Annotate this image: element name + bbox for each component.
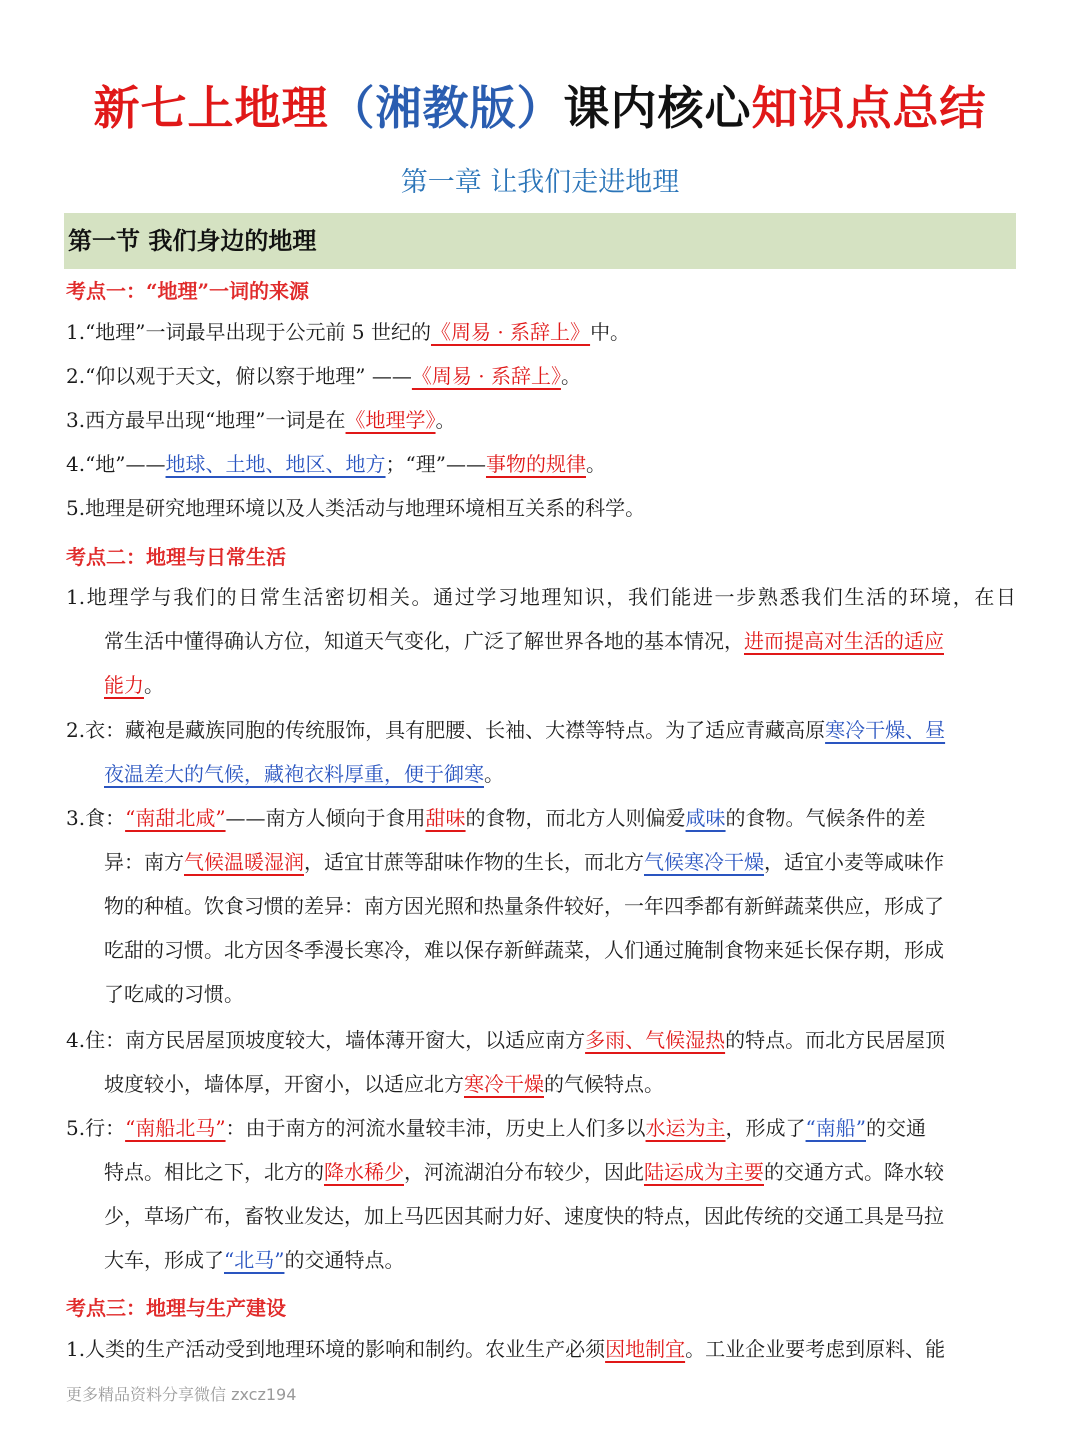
title-part-3: 课内核心 <box>563 81 752 135</box>
kp1-item-3-text-c: 。 <box>435 408 456 432</box>
kp2-item-3-l3: 物的种植。饮食习惯的差异：南方因光照和热量条件较好，一年四季都有新鲜蔬菜供应，形成了 <box>104 894 944 918</box>
kp2-item-5-l2e: 的交通方式。降水较 <box>764 1160 944 1184</box>
kp3-item-1 <box>66 1327 1016 1371</box>
kp2-item-1-answer-b: 能力 <box>104 673 144 697</box>
key-point-3-heading: 考点三：地理与生产建设 <box>66 1296 286 1320</box>
kp2-item-5-l4a: 大车，形成了 <box>104 1248 224 1272</box>
kp1-item-3 <box>66 398 1016 442</box>
kp2-item-1-line-2-text: 常生活中懂得确认方位，知道天气变化，广泛了解世界各地的基本情况， <box>104 629 744 653</box>
kp2-item-4-answer-2: 寒冷干燥 <box>464 1072 544 1096</box>
kp2-item-5-answer-4: 降水稀少 <box>324 1160 404 1184</box>
kp1-item-4-answer-1: 地球、土地、地区、地方 <box>165 452 386 476</box>
kp2-item-3-l5: 了吃咸的习惯。 <box>104 982 244 1006</box>
kp2-item-3-answer-3: 咸味 <box>685 806 726 830</box>
kp2-item-3-answer-4: 气候温暖湿润 <box>184 850 304 874</box>
kp2-item-3-l1a: 3.食： <box>66 806 126 830</box>
kp1-item-4 <box>66 442 1016 486</box>
kp2-item-2-line-2-end: 。 <box>484 762 504 786</box>
kp1-item-1-text-a: 1.“地理”一词最早出现于公元前 5 世纪的 <box>66 320 431 344</box>
kp2-item-2-answer-a: 寒冷干燥、昼 <box>825 718 946 742</box>
kp2-item-3 <box>66 796 1016 1016</box>
kp2-item-3-l2e: ，适宜小麦等咸味作 <box>764 850 944 874</box>
kp2-item-3-l1c: ——南方人倾向于食用 <box>225 806 426 830</box>
kp2-item-5-l2a: 特点。相比之下，北方的 <box>104 1160 324 1184</box>
kp2-item-1-line-3-end: 。 <box>144 673 164 697</box>
kp2-item-2-answer-b: 夜温差大的气候，藏袍衣料厚重，便于御寒 <box>104 762 484 786</box>
kp1-item-1-answer: 《周易 · 系辞上》 <box>430 320 591 344</box>
kp2-item-5 <box>66 1106 1016 1282</box>
kp2-item-3-answer-1: “南甜北咸” <box>125 806 226 830</box>
kp2-item-4 <box>66 1018 1016 1106</box>
kp2-item-4-answer-1: 多雨、气候湿热 <box>585 1028 726 1052</box>
kp3-item-1-text-a: 1.人类的生产活动受到地理环境的影响和制约。农业生产必须 <box>66 1337 606 1361</box>
kp1-item-1-text-c: 中。 <box>590 320 631 344</box>
page-title <box>0 72 1080 138</box>
kp2-item-5-l1c: ：由于南方的河流水量较丰沛，历史上人们多以 <box>225 1116 646 1140</box>
kp2-item-5-answer-2: 水运为主 <box>645 1116 726 1140</box>
kp3-item-1-text-c: 。工业企业要考虑到原料、能 <box>685 1337 946 1361</box>
kp2-item-3-l1g: 的食物。气候条件的差 <box>725 806 926 830</box>
kp2-item-4-l2c: 的气候特点。 <box>544 1072 664 1096</box>
kp1-item-4-text-a: 4.“地”—— <box>66 452 166 476</box>
kp2-item-5-answer-3: “南船” <box>805 1116 866 1140</box>
kp1-item-3-text-a: 3.西方最早出现“地理”一词是在 <box>66 408 346 432</box>
kp1-item-2-text-c: 。 <box>560 364 581 388</box>
kp1-item-4-text-e: 。 <box>585 452 606 476</box>
kp2-item-3-l4: 吃甜的习惯。北方因冬季漫长寒冷，难以保存新鲜蔬菜，人们通过腌制食物来延长保存期，形成 <box>104 938 944 962</box>
kp2-item-1 <box>66 575 1016 707</box>
kp2-item-1-line-1: 1.地理学与我们的日常生活密切相关。通过学习地理知识，我们能进一步熟悉我们生活的环境，在日 <box>66 585 1016 609</box>
kp2-item-1-answer-a: 进而提高对生活的适应 <box>744 629 944 653</box>
kp2-item-5-l3: 少，草场广布，畜牧业发达，加上马匹因其耐力好、速度快的特点，因此传统的交通工具是马拉 <box>104 1204 944 1228</box>
footer-watermark: 更多精品资料分享微信 zxcz194 <box>66 1385 297 1404</box>
kp2-item-3-answer-5: 气候寒冷干燥 <box>644 850 764 874</box>
section-heading: 第一节 我们身边的地理 <box>64 213 1016 269</box>
kp1-item-3-answer: 《地理学》 <box>345 408 436 432</box>
title-part-4: 知识点总结 <box>751 81 987 135</box>
kp2-item-3-l2c: ，适宜甘蔗等甜味作物的生长，而北方 <box>304 850 644 874</box>
kp2-item-5-l1g: 的交通 <box>866 1116 926 1140</box>
kp2-item-4-l1a: 4.住：南方民居屋顶坡度较大，墙体薄开窗大，以适应南方 <box>66 1028 586 1052</box>
kp2-item-5-answer-1: “南船北马” <box>125 1116 226 1140</box>
key-point-2-heading: 考点二：地理与日常生活 <box>66 545 286 569</box>
kp1-item-2 <box>66 354 1016 398</box>
title-part-1: 新七上地理 <box>93 81 329 135</box>
kp3-item-1-answer: 因地制宜 <box>605 1337 686 1361</box>
kp2-item-3-answer-2: 甜味 <box>425 806 466 830</box>
kp2-item-4-l2a: 坡度较小，墙体厚，开窗小，以适应北方 <box>104 1072 464 1096</box>
kp1-item-5 <box>66 486 1016 530</box>
kp1-item-2-answer: 《周易 · 系辞上》 <box>411 364 561 388</box>
title-part-2: （湘教版） <box>328 81 564 135</box>
kp2-item-4-l1c: 的特点。而北方民居屋顶 <box>725 1028 946 1052</box>
chapter-heading: 第一章 让我们走进地理 <box>400 167 680 198</box>
kp1-item-4-text-c: ；“理”—— <box>385 452 486 476</box>
kp2-item-5-l1a: 5.行： <box>66 1116 126 1140</box>
kp2-item-2 <box>66 708 1016 796</box>
kp2-item-3-l2a: 异：南方 <box>104 850 184 874</box>
kp1-item-5-text: 5.地理是研究地理环境以及人类活动与地理环境相互关系的科学。 <box>66 496 646 520</box>
kp2-item-3-l1e: 的食物，而北方人则偏爱 <box>465 806 686 830</box>
kp2-item-5-answer-6: “北马” <box>224 1248 285 1272</box>
kp1-item-2-text-a: 2.“仰以观于天文，俯以察于地理” —— <box>66 364 412 388</box>
kp1-item-1 <box>66 310 1016 354</box>
kp1-item-4-answer-2: 事物的规律 <box>485 452 586 476</box>
kp2-item-5-l1e: ，形成了 <box>725 1116 806 1140</box>
kp2-item-5-l4c: 的交通特点。 <box>284 1248 405 1272</box>
kp2-item-5-answer-5: 陆运成为主要 <box>644 1160 764 1184</box>
kp2-item-2-line-1-text: 2.衣：藏袍是藏族同胞的传统服饰，具有肥腰、长袖、大襟等特点。为了适应青藏高原 <box>66 718 826 742</box>
key-point-1-heading: 考点一：“地理”一词的来源 <box>66 279 310 303</box>
kp2-item-5-l2c: ，河流湖泊分布较少，因此 <box>404 1160 644 1184</box>
